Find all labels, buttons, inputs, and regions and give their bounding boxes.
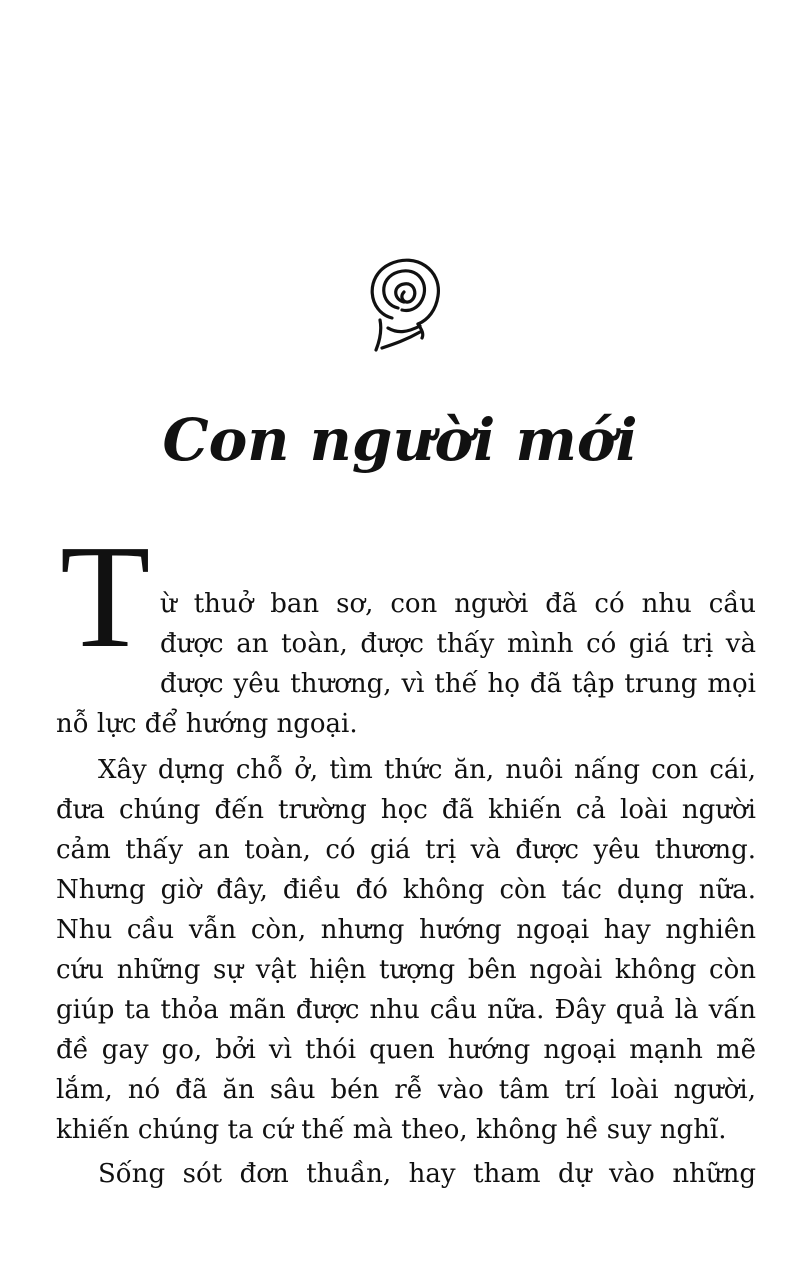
body-line: Sống sót đơn thuần, hay tham dự vào những: [98, 1159, 756, 1189]
body-line: cảm thấy an toàn, có giá trị và được yêu thương.: [56, 835, 756, 865]
spiral-ornament-icon: [358, 248, 450, 358]
body-line: giúp ta thỏa mãn được nhu cầu nữa. Đây quả là vấn: [56, 995, 756, 1025]
chapter-title: Con người mới: [162, 406, 638, 474]
body-line: cứu những sự vật hiện tượng bên ngoài không còn: [56, 955, 756, 985]
body-line: được yêu thương, vì thế họ đã tập trung mọi: [160, 669, 756, 699]
body-line: Xây dựng chỗ ở, tìm thức ăn, nuôi nấng con cái,: [98, 755, 756, 785]
body-line: ừ thuở ban sơ, con người đã có nhu cầu: [160, 589, 756, 619]
drop-cap: T: [60, 515, 151, 679]
body-line: đưa chúng đến trường học đã khiến cả loài người: [56, 795, 756, 825]
body-line: Nhưng giờ đây, điều đó không còn tác dụng nữa.: [56, 875, 756, 905]
body-line: lắm, nó đã ăn sâu bén rễ vào tâm trí loài người,: [56, 1075, 756, 1105]
body-line: nỗ lực để hướng ngoại.: [56, 709, 358, 739]
body-line: đề gay go, bởi vì thói quen hướng ngoại mạnh mẽ: [56, 1035, 756, 1065]
body-line: khiến chúng ta cứ thế mà theo, không hề suy nghĩ.: [56, 1115, 727, 1145]
body-line: được an toàn, được thấy mình có giá trị và: [160, 629, 756, 659]
body-line: Nhu cầu vẫn còn, nhưng hướng ngoại hay nghiên: [56, 915, 756, 945]
